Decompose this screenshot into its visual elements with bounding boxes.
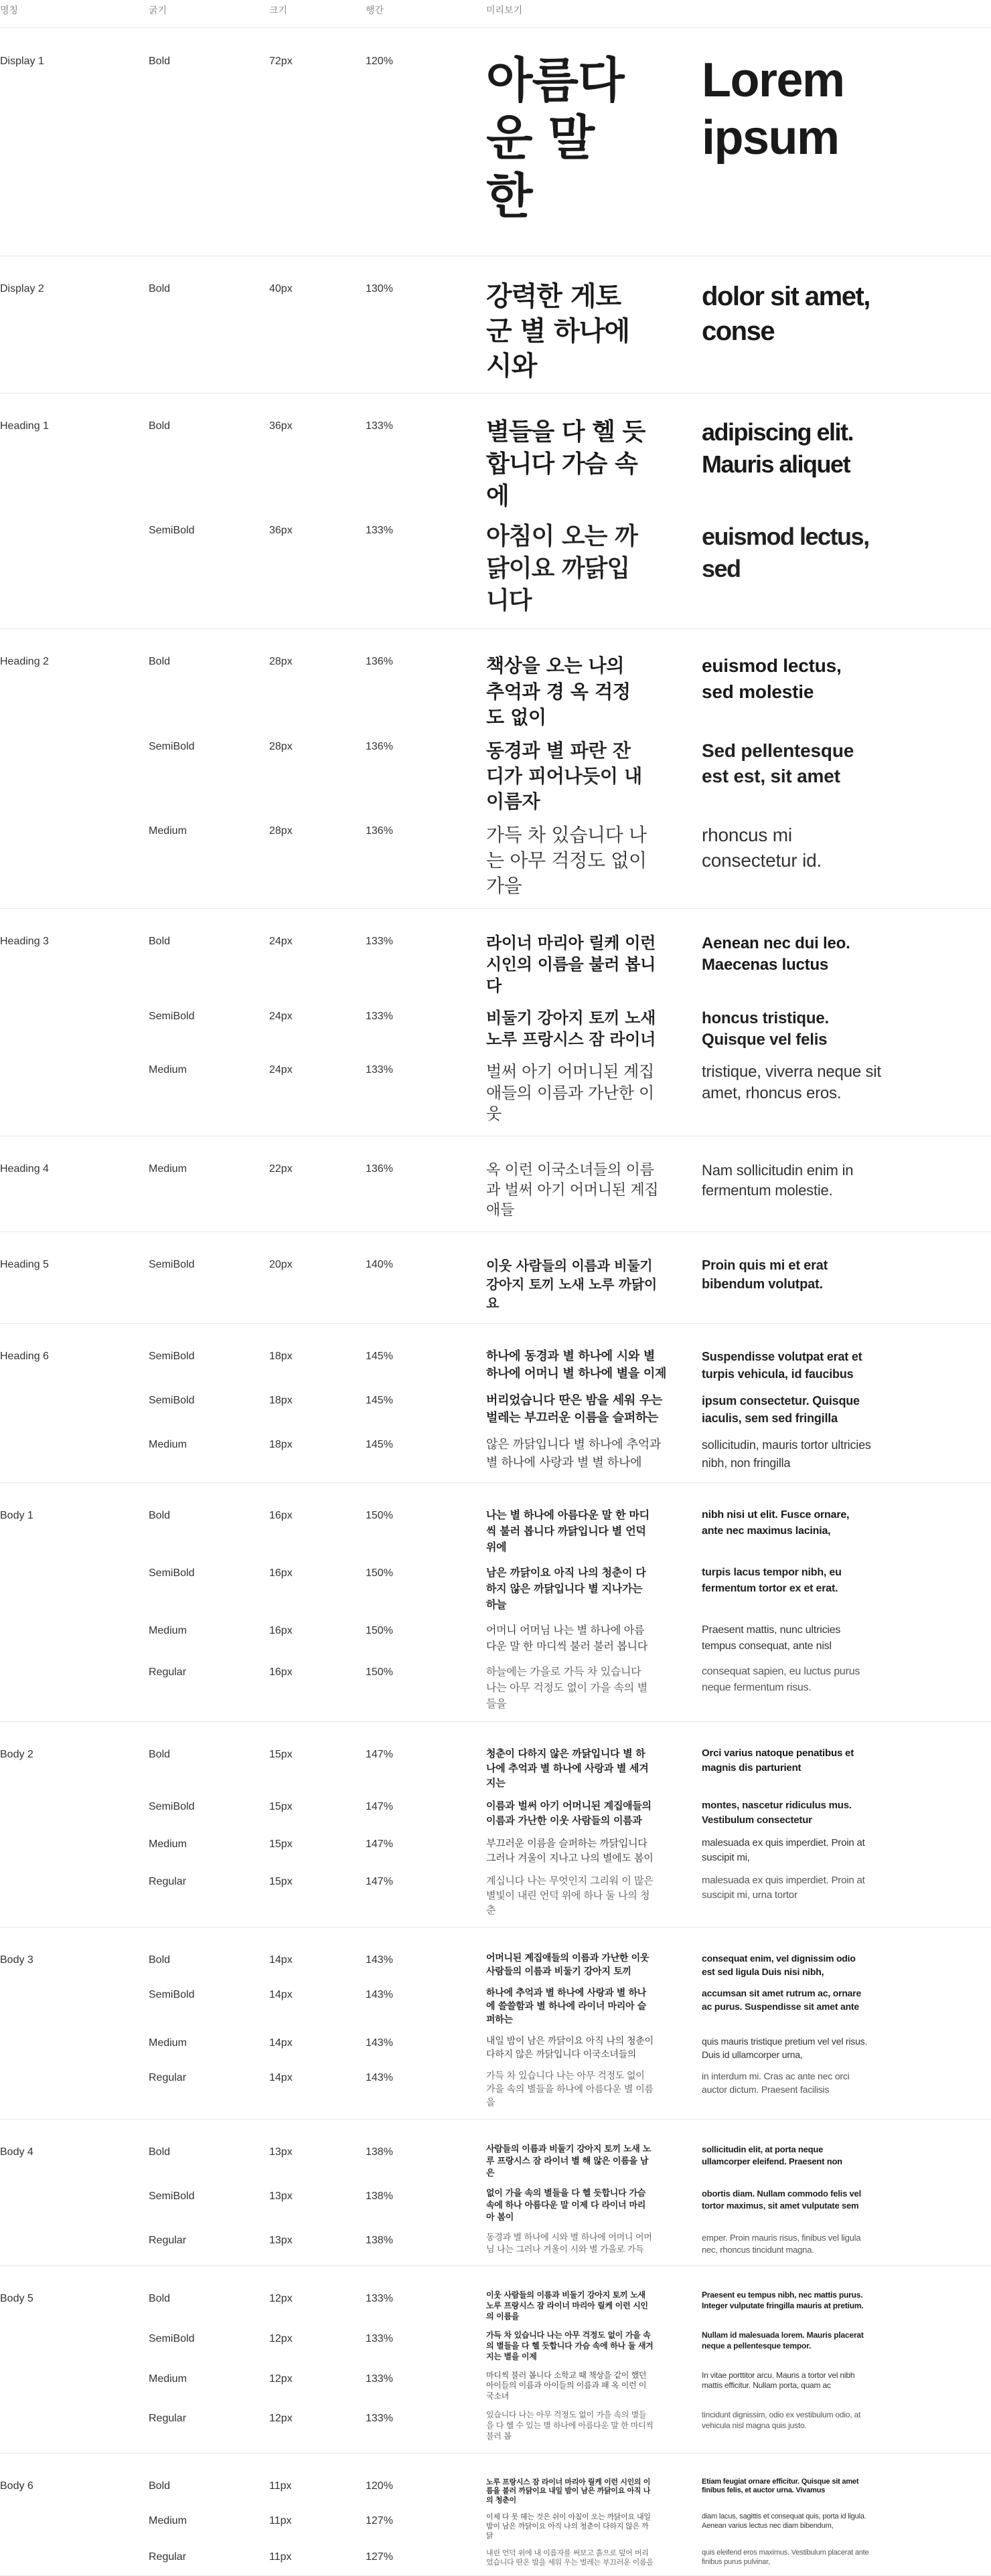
type-row bbox=[149, 1876, 991, 1917]
weight-value: SemiBold bbox=[149, 1395, 195, 1407]
line-height-value: 133% bbox=[366, 2292, 393, 2304]
weight-value: Bold bbox=[149, 420, 171, 432]
weight-value: SemiBold bbox=[149, 1567, 195, 1579]
type-row bbox=[149, 1259, 991, 1312]
preview bbox=[486, 1838, 991, 1865]
preview-korean: 별들을 다 헬 듯합니다 가슴 속에 bbox=[486, 418, 645, 510]
preview-latin: quis mauris tristique pretium vel vel risus. Duis id ullamcorper urna, bbox=[702, 2036, 868, 2061]
type-group bbox=[0, 909, 991, 1136]
line-height-value: 147% bbox=[366, 1748, 393, 1760]
line-height-value: 145% bbox=[366, 1351, 393, 1363]
preview-korean: 아름다운 말 한 bbox=[486, 52, 624, 224]
size-value: 36px bbox=[269, 420, 293, 432]
preview-latin: euismod lectus, sed molestie bbox=[702, 655, 842, 702]
line-height-value: 150% bbox=[366, 1624, 393, 1636]
preview-korean: 부끄러운 이름을 슬퍼하는 까닭입니다 그러나 겨울이 지나고 나의 별에도 봄이 bbox=[486, 1836, 654, 1864]
weight-value: Bold bbox=[149, 283, 171, 295]
style-name: Heading 6 bbox=[0, 1351, 49, 1363]
header-size: 크기 bbox=[269, 5, 288, 15]
style-name: Display 2 bbox=[0, 283, 44, 295]
weight-value: Bold bbox=[149, 1748, 171, 1760]
type-row bbox=[149, 1801, 991, 1828]
preview-korean: 어머니 어머님 나는 별 하나에 아름다운 말 한 마디씩 불러 불러 봅니다 bbox=[486, 1623, 647, 1652]
preview bbox=[486, 1954, 991, 1978]
size-value: 11px bbox=[269, 2551, 292, 2563]
type-groups bbox=[0, 28, 991, 2576]
preview-latin: consequat sapien, eu luctus purus neque fermentum risus. bbox=[702, 1665, 860, 1693]
size-value: 12px bbox=[269, 2373, 293, 2385]
style-name: Body 1 bbox=[0, 1509, 33, 1521]
preview-latin: rhoncus mi consectetur id. bbox=[702, 824, 822, 871]
preview-korean: 가득 차 있습니다 나는 아무 걱정도 없이 가을 bbox=[486, 823, 647, 897]
preview bbox=[486, 1061, 991, 1126]
type-row bbox=[149, 2232, 991, 2256]
size-value: 13px bbox=[269, 2234, 293, 2246]
preview-korean: 이웃 사람들의 이름과 비둘기 강아지 토끼 노새 노루 프랑시스 잠 라이너 마리아 릴케 이런 시인의 이름을 bbox=[486, 2290, 648, 2321]
line-height-value: 133% bbox=[366, 420, 393, 432]
weight-value: Bold bbox=[149, 1954, 171, 1966]
type-group bbox=[0, 2266, 991, 2454]
weight-value: Regular bbox=[149, 2551, 187, 2563]
line-height-value: 136% bbox=[366, 825, 393, 837]
preview bbox=[486, 2512, 991, 2541]
size-value: 16px bbox=[269, 1666, 293, 1678]
type-group bbox=[0, 1722, 991, 1927]
line-height-value: 127% bbox=[366, 2551, 393, 2563]
size-value: 13px bbox=[269, 2191, 293, 2203]
line-height-value: 143% bbox=[366, 1954, 393, 1966]
type-group bbox=[0, 629, 991, 909]
preview-latin: turpis lacus tempor nibh, eu fermentum tortor ex et erat. bbox=[702, 1566, 842, 1594]
preview-korean: 내일 밤이 남은 까닭이요 아직 나의 청춘이 다하지 않은 까닭입니다 이국소녀들의 bbox=[486, 2036, 654, 2061]
preview bbox=[486, 1567, 991, 1613]
type-row bbox=[149, 1008, 991, 1051]
preview bbox=[486, 2370, 991, 2403]
preview-korean: 버리었습니다 딴은 밤을 세워 우는 벌레는 부끄러운 이름을 슬퍼하는 bbox=[486, 1393, 663, 1426]
size-value: 28px bbox=[269, 740, 293, 752]
preview-latin: Lorem ipsum bbox=[702, 54, 844, 165]
type-row bbox=[149, 1625, 991, 1654]
preview-latin: nibh nisi ut elit. Fusce ornare, ante nec maximus lacinia, bbox=[702, 1509, 850, 1537]
style-name: Body 4 bbox=[0, 2146, 33, 2158]
type-row bbox=[149, 1439, 991, 1471]
preview-latin: Praesent mattis, nunc ultricies tempus consequat, ante nisl bbox=[702, 1624, 841, 1652]
preview-latin: sollicitudin, mauris tortor ultricies nibh, non fringilla bbox=[702, 1438, 871, 1470]
preview bbox=[486, 2548, 991, 2567]
type-row bbox=[149, 1163, 991, 1221]
type-row bbox=[149, 1838, 991, 1865]
preview-korean: 어머니된 계집애들의 이름과 가난한 이웃 사람들의 이름과 비둘기 강아지 토끼 bbox=[486, 1953, 650, 1978]
line-height-value: 133% bbox=[366, 936, 393, 948]
preview bbox=[486, 1351, 991, 1383]
preview-korean: 남은 까닭이요 아직 나의 청춘이 다하지 않은 까닭입니다 별 지나가는 하늘 bbox=[486, 1565, 646, 1611]
preview-korean: 동경과 별 파란 잔디가 피어나듯이 내 이름자 bbox=[486, 739, 642, 812]
line-height-value: 150% bbox=[366, 1509, 393, 1521]
style-name: Display 1 bbox=[0, 56, 44, 67]
size-value: 14px bbox=[269, 2037, 293, 2049]
preview-latin: emper. Proin mauris risus, finibus vel ligula nec, rhoncus tincidunt magna. bbox=[702, 2232, 861, 2255]
header-preview: 미리보기 bbox=[486, 5, 523, 15]
preview-latin: Suspendisse volutpat erat et turpis vehicula, id faucibus bbox=[702, 1350, 862, 1381]
preview-latin: sollicitudin elit, at porta neque ullamcorper eleifend. Praesent non bbox=[702, 2144, 842, 2167]
size-value: 28px bbox=[269, 656, 293, 668]
type-row bbox=[149, 825, 991, 899]
preview bbox=[486, 2290, 991, 2322]
preview bbox=[486, 2146, 991, 2180]
style-name: Heading 2 bbox=[0, 656, 49, 668]
preview bbox=[486, 1749, 991, 1790]
line-height-value: 127% bbox=[366, 2514, 393, 2526]
preview-latin: Orci varius natoque penatibus et magnis dis parturient bbox=[702, 1747, 854, 1774]
size-value: 12px bbox=[269, 2332, 293, 2344]
preview-latin: consequat enim, vel dignissim odio est sed ligula Duis nisi nibh, bbox=[702, 1953, 856, 1978]
weight-value: Regular bbox=[149, 2234, 187, 2246]
size-value: 16px bbox=[269, 1509, 293, 1521]
type-row bbox=[149, 656, 991, 729]
preview-latin: Proin quis mi et erat bibendum volutpat. bbox=[702, 1258, 828, 1292]
preview bbox=[486, 2232, 991, 2256]
preview-korean: 아침이 오는 까닭이요 까닭입니다 bbox=[486, 522, 637, 614]
weight-value: Regular bbox=[149, 1666, 187, 1678]
preview-korean: 이웃 사람들의 이름과 비둘기 강아지 토끼 노새 노루 까닭이요 bbox=[486, 1258, 657, 1312]
preview-latin: tristique, viverra neque sit amet, rhoncus eros. bbox=[702, 1062, 881, 1102]
type-row bbox=[149, 2512, 991, 2541]
type-group bbox=[0, 1324, 991, 1483]
preview bbox=[486, 1876, 991, 1917]
type-row bbox=[149, 2188, 991, 2224]
preview-korean: 청춘이 다하지 않은 까닭입니다 별 하나에 추억과 별 하나에 사랑과 별 세겨지는 bbox=[486, 1747, 649, 1789]
size-value: 15px bbox=[269, 1875, 293, 1887]
preview-korean: 없이 가을 속의 별들을 다 헬 듯합니다 가슴 속에 하나 아름다운 말 이제 다 라이너 마리아 봄이 bbox=[486, 2188, 645, 2223]
weight-value: Bold bbox=[149, 936, 171, 948]
line-height-value: 147% bbox=[366, 1800, 393, 1812]
type-group bbox=[0, 2120, 991, 2266]
weight-value: Regular bbox=[149, 2072, 187, 2084]
preview bbox=[486, 825, 991, 899]
style-name: Body 6 bbox=[0, 2480, 33, 2492]
style-name: Heading 4 bbox=[0, 1163, 49, 1175]
preview bbox=[486, 1008, 991, 1051]
type-row bbox=[149, 2290, 991, 2322]
preview-korean: 가득 차 있습니다 나는 아무 걱정도 없이 가을 속의 별들을 하나에 아름다운 별 이름을 bbox=[486, 2071, 654, 2109]
weight-value: Bold bbox=[149, 2292, 171, 2304]
preview bbox=[486, 1439, 991, 1471]
preview bbox=[486, 1666, 991, 1712]
type-row bbox=[149, 1666, 991, 1712]
size-value: 72px bbox=[269, 56, 293, 67]
size-value: 22px bbox=[269, 1163, 293, 1175]
weight-value: SemiBold bbox=[149, 1989, 195, 2001]
weight-value: Medium bbox=[149, 1163, 187, 1175]
preview-korean: 이제 다 못 헤는 것은 쉬이 아침이 오는 까닭이요 내일 밤이 남은 까닭이요 아직 나의 청춘이 다하지 않은 까닭 bbox=[486, 2512, 651, 2540]
size-value: 18px bbox=[269, 1351, 293, 1363]
type-group bbox=[0, 2454, 991, 2575]
preview bbox=[486, 1395, 991, 1427]
weight-value: Bold bbox=[149, 656, 171, 668]
preview bbox=[486, 1510, 991, 1555]
preview bbox=[486, 1801, 991, 1828]
line-height-value: 138% bbox=[366, 2234, 393, 2246]
preview-korean: 강력한 게토군 별 하나에 시와 bbox=[486, 281, 630, 382]
line-height-value: 150% bbox=[366, 1666, 393, 1678]
preview-korean: 계십니다 나는 무엇인지 그리워 이 많은 별빛이 내린 언덕 위에 하나 둘 나의 청춘 bbox=[486, 1874, 654, 1917]
preview-korean: 비둘기 강아지 토끼 노새 노루 프랑시스 잠 라이너 bbox=[486, 1008, 656, 1049]
type-row bbox=[149, 2480, 991, 2504]
preview-latin: tincidunt dignissim, odio ex vestibulum odio, at vehicula nisl magna quis justo. bbox=[702, 2410, 861, 2431]
type-row bbox=[149, 936, 991, 997]
type-row bbox=[149, 2037, 991, 2061]
weight-value: SemiBold bbox=[149, 1259, 195, 1271]
table-header bbox=[0, 0, 991, 28]
preview-latin: In vitae porttitor arcu. Mauris a tortor vel nibh mattis efficitur. Nullam porta, quam ac bbox=[702, 2370, 855, 2391]
preview bbox=[486, 52, 991, 225]
preview-latin: obortis diam. Nullam commodo felis vel tortor maximus, sit amet vulputate sem bbox=[702, 2188, 862, 2211]
line-height-value: 140% bbox=[366, 1259, 393, 1271]
preview-latin: ipsum consectetur. Quisque iaculis, sem sed fringilla bbox=[702, 1394, 860, 1426]
weight-value: Medium bbox=[149, 2037, 187, 2049]
size-value: 15px bbox=[269, 1800, 293, 1812]
style-name: Heading 1 bbox=[0, 420, 49, 432]
line-height-value: 133% bbox=[366, 2373, 393, 2385]
type-row bbox=[149, 2146, 991, 2180]
preview bbox=[486, 522, 991, 617]
size-value: 12px bbox=[269, 2413, 293, 2425]
preview-korean: 벌써 아기 어머니된 계집애들의 이름과 가난한 이웃 bbox=[486, 1061, 654, 1124]
preview-latin: Nam sollicitudin enim in fermentum molestie. bbox=[702, 1162, 854, 1199]
preview bbox=[486, 2037, 991, 2061]
size-value: 40px bbox=[269, 283, 293, 295]
preview-korean: 이름과 벌써 아기 어머니된 계집애들의 이름과 가난한 이웃 사람들의 이름과 bbox=[486, 1799, 652, 1826]
weight-value: SemiBold bbox=[149, 1351, 195, 1363]
line-height-value: 133% bbox=[366, 1063, 393, 1076]
size-value: 13px bbox=[269, 2146, 293, 2158]
preview bbox=[486, 1259, 991, 1312]
weight-value: Regular bbox=[149, 1875, 187, 1887]
type-group bbox=[0, 1232, 991, 1324]
line-height-value: 130% bbox=[366, 283, 393, 295]
line-height-value: 120% bbox=[366, 56, 393, 67]
preview-korean: 옥 이런 이국소녀들의 이름과 벌써 아기 어머니된 계집애들 bbox=[486, 1162, 659, 1219]
size-value: 14px bbox=[269, 1954, 293, 1966]
preview bbox=[486, 1625, 991, 1654]
size-value: 20px bbox=[269, 1259, 293, 1271]
header-line-height: 행간 bbox=[366, 5, 384, 15]
weight-value: Bold bbox=[149, 56, 171, 67]
line-height-value: 136% bbox=[366, 740, 393, 752]
type-row bbox=[149, 1061, 991, 1126]
preview-latin: dolor sit amet, conse bbox=[702, 282, 870, 347]
weight-value: SemiBold bbox=[149, 740, 195, 752]
preview-latin: adipiscing elit. Mauris aliquet bbox=[702, 418, 854, 479]
weight-value: Medium bbox=[149, 2373, 187, 2385]
type-row bbox=[149, 1989, 991, 2027]
preview bbox=[486, 741, 991, 814]
preview-latin: Aenean nec dui leo. Maecenas luctus bbox=[702, 934, 850, 974]
type-row bbox=[149, 52, 991, 225]
line-height-value: 133% bbox=[366, 524, 393, 536]
type-row bbox=[149, 741, 991, 814]
size-value: 14px bbox=[269, 1989, 293, 2001]
preview-korean: 나는 별 하나에 아름다운 말 한 마디씩 불러 봅니다 까닭입니다 별 언덕 위에 bbox=[486, 1508, 650, 1553]
line-height-value: 143% bbox=[366, 1989, 393, 2001]
preview-latin: Sed pellentesque est est, sit amet bbox=[702, 740, 854, 786]
size-value: 28px bbox=[269, 825, 293, 837]
preview-latin: malesuada ex quis imperdiet. Proin at suscipit mi, bbox=[702, 1836, 865, 1863]
line-height-value: 138% bbox=[366, 2146, 393, 2158]
type-row bbox=[149, 1567, 991, 1613]
preview-korean: 라이너 마리아 릴케 이런 시인의 이름을 불러 봅니다 bbox=[486, 934, 656, 995]
size-value: 12px bbox=[269, 2292, 293, 2304]
weight-value: SemiBold bbox=[149, 1010, 195, 1022]
preview bbox=[486, 2188, 991, 2224]
type-row bbox=[149, 2072, 991, 2110]
line-height-value: 143% bbox=[366, 2037, 393, 2049]
type-row bbox=[149, 1954, 991, 1978]
preview-korean: 있습니다 나는 아무 걱정도 없이 가을 속의 별들을 다 헬 수 있는 별 하나에 아름다운 말 한 마디씩 불러 봅 bbox=[486, 2410, 654, 2441]
header-name: 명칭 bbox=[0, 5, 19, 15]
weight-value: SemiBold bbox=[149, 2191, 195, 2203]
type-group bbox=[0, 28, 991, 256]
preview-korean: 내린 언덕 위에 내 이름자를 써보고 흙으로 덮어 버리었습니다 딴은 밤을 세워 우는 벌레는 부끄러운 이름을 bbox=[486, 2548, 654, 2567]
size-value: 24px bbox=[269, 1010, 293, 1022]
style-name: Heading 5 bbox=[0, 1259, 49, 1271]
preview-latin: Praesent eu tempus nibh, nec mattis purus. Integer vulputate fringilla mauris at pretium. bbox=[702, 2290, 864, 2310]
type-group bbox=[0, 1136, 991, 1232]
weight-value: Medium bbox=[149, 2514, 187, 2526]
type-row bbox=[149, 420, 991, 513]
preview-korean: 동경과 별 하나에 시와 별 하나에 어머니 어머님 나는 그러나 겨울이 시와 별 가을로 가득 bbox=[486, 2232, 652, 2255]
preview bbox=[486, 1989, 991, 2027]
line-height-value: 136% bbox=[366, 656, 393, 668]
header-weight: 굵기 bbox=[149, 5, 167, 15]
weight-value: Bold bbox=[149, 2480, 171, 2492]
preview-latin: Nullam id malesuada lorem. Mauris placerat neque a pellentesque tempor. bbox=[702, 2330, 864, 2350]
line-height-value: 138% bbox=[366, 2191, 393, 2203]
weight-value: SemiBold bbox=[149, 1800, 195, 1812]
weight-value: Bold bbox=[149, 2146, 171, 2158]
preview-latin: montes, nascetur ridiculus mus. Vestibulum consectetur bbox=[702, 1799, 852, 1826]
type-row bbox=[149, 2330, 991, 2363]
preview-latin: malesuada ex quis imperdiet. Proin at suscipit mi, urna tortor bbox=[702, 1874, 865, 1901]
weight-value: Medium bbox=[149, 825, 187, 837]
weight-value: Medium bbox=[149, 1624, 187, 1636]
type-row bbox=[149, 2410, 991, 2442]
size-value: 11px bbox=[269, 2514, 292, 2526]
preview bbox=[486, 2480, 991, 2504]
preview-korean: 하나에 동경과 별 하나에 시와 별 하나에 어머니 별 하나에 별을 이제 bbox=[486, 1349, 667, 1381]
preview-latin: honcus tristique. Quisque vel felis bbox=[702, 1009, 829, 1049]
preview bbox=[486, 283, 991, 383]
line-height-value: 133% bbox=[366, 1010, 393, 1022]
type-row bbox=[149, 2548, 991, 2567]
preview-korean: 않은 까닭입니다 별 하나에 추억과 별 하나에 사랑과 별 별 하나에 bbox=[486, 1438, 661, 1470]
line-height-value: 136% bbox=[366, 1163, 393, 1175]
size-value: 18px bbox=[269, 1439, 293, 1451]
line-height-value: 147% bbox=[366, 1875, 393, 1887]
weight-value: SemiBold bbox=[149, 524, 195, 536]
preview-latin: accumsan sit amet rutrum ac, ornare ac purus. Suspendisse sit amet ante bbox=[702, 1988, 862, 2012]
size-value: 15px bbox=[269, 1838, 293, 1850]
preview bbox=[486, 2330, 991, 2363]
preview bbox=[486, 656, 991, 729]
size-value: 15px bbox=[269, 1748, 293, 1760]
style-name: Body 3 bbox=[0, 1954, 33, 1966]
type-group bbox=[0, 256, 991, 394]
preview-latin: diam lacus, sagittis et consequat quis, porta id ligula. Aenean varius lectus nec diam bibendum, bbox=[702, 2512, 866, 2530]
preview-korean: 하나에 추억과 별 하나에 사랑과 별 하나에 쓸쓸함과 별 하나에 라이너 마리아 슬퍼하는 bbox=[486, 1988, 647, 2026]
preview bbox=[486, 936, 991, 997]
line-height-value: 150% bbox=[366, 1567, 393, 1579]
style-name: Body 2 bbox=[0, 1748, 33, 1760]
line-height-value: 133% bbox=[366, 2413, 393, 2425]
size-value: 16px bbox=[269, 1624, 293, 1636]
weight-value: SemiBold bbox=[149, 2332, 195, 2344]
size-value: 16px bbox=[269, 1567, 293, 1579]
line-height-value: 147% bbox=[366, 1838, 393, 1850]
style-name: Heading 3 bbox=[0, 936, 49, 948]
type-row bbox=[149, 522, 991, 617]
preview-korean: 가득 차 있습니다 나는 아무 걱정도 없이 가을 속의 별들을 다 헬 듯합니다 가슴 속에 하나 둘 새겨지는 별을 이제 bbox=[486, 2330, 654, 2361]
line-height-value: 145% bbox=[366, 1439, 393, 1451]
preview-korean: 마디씩 불러 봅니다 소학교 때 책상을 같이 했던 아이들의 이름과 아이들의 이름과 패 옥 이런 이국소녀 bbox=[486, 2370, 647, 2401]
weight-value: Medium bbox=[149, 1439, 187, 1451]
preview-latin: quis eleifend eros maximus. Vestibulum placerat ante finibus purus pulvinar, bbox=[702, 2548, 869, 2566]
size-value: 18px bbox=[269, 1395, 293, 1407]
size-value: 11px bbox=[269, 2480, 292, 2492]
line-height-value: 133% bbox=[366, 2332, 393, 2344]
type-row bbox=[149, 1395, 991, 1427]
preview bbox=[486, 420, 991, 513]
type-row bbox=[149, 283, 991, 383]
type-row bbox=[149, 2370, 991, 2403]
preview-latin: euismod lectus, sed bbox=[702, 522, 869, 582]
type-group bbox=[0, 1927, 991, 2120]
type-row bbox=[149, 1351, 991, 1383]
preview-latin: in interdum mi. Cras ac ante nec orci auctor dictum. Praesent facilisis bbox=[702, 2071, 850, 2095]
preview-korean: 하늘에는 가을로 가득 차 있습니다 나는 아무 걱정도 없이 가을 속의 별들을 bbox=[486, 1664, 647, 1710]
preview-korean: 책상을 오는 나의 추억과 경 옥 걱정도 없이 bbox=[486, 655, 631, 728]
preview-korean: 노루 프랑시스 잠 라이너 마리아 릴케 이런 시인의 이름을 불러 까닭이요 내일 밤이 남은 까닭이요 아직 나의 청춘이 bbox=[486, 2478, 651, 2504]
type-row bbox=[149, 1749, 991, 1790]
preview bbox=[486, 2410, 991, 2442]
weight-value: Regular bbox=[149, 2413, 187, 2425]
size-value: 14px bbox=[269, 2072, 293, 2084]
line-height-value: 120% bbox=[366, 2480, 393, 2492]
type-row bbox=[149, 1510, 991, 1555]
weight-value: Medium bbox=[149, 1838, 187, 1850]
style-name: Body 5 bbox=[0, 2292, 33, 2304]
line-height-value: 143% bbox=[366, 2072, 393, 2084]
weight-value: Bold bbox=[149, 1509, 171, 1521]
type-group bbox=[0, 394, 991, 629]
preview bbox=[486, 1163, 991, 1221]
size-value: 36px bbox=[269, 524, 293, 536]
size-value: 24px bbox=[269, 936, 293, 948]
weight-value: Medium bbox=[149, 1063, 187, 1076]
type-group bbox=[0, 1483, 991, 1722]
line-height-value: 145% bbox=[366, 1395, 393, 1407]
size-value: 24px bbox=[269, 1063, 293, 1076]
preview bbox=[486, 2072, 991, 2110]
preview-latin: Etiam feugiat ornare efficitur. Quisque sit amet finibus felis, et auctor urna. Vivamus bbox=[702, 2478, 859, 2495]
preview-korean: 사람들의 이름과 비둘기 강아지 토끼 노새 노루 프랑시스 잠 라이너 별 해 않은 이름을 남은 bbox=[486, 2144, 651, 2179]
